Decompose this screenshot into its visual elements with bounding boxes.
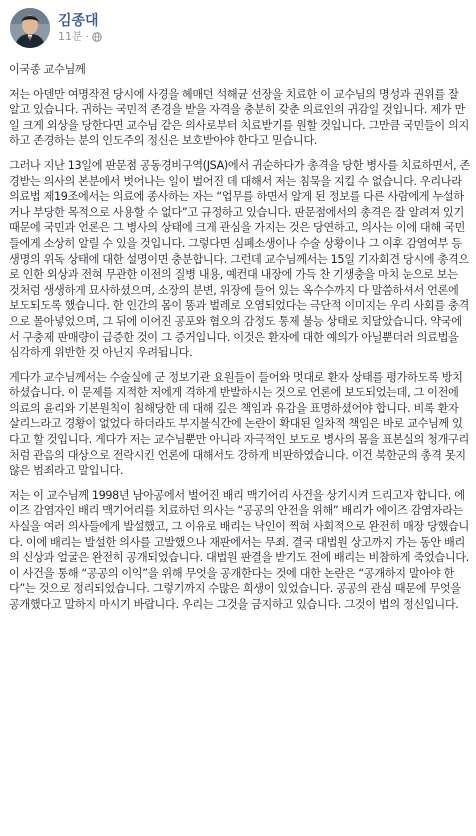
post-paragraph: 게다가 교수님께서는 수술실에 군 정보기관 요원들이 들어와 멋대로 환자 상태를 평가하도록 방치하셨습니다. 이 문제를 지적한 저에게 격하게 반발하시는 것으로 언론에 보도되었는데, 그 이전에 의료의 윤리와 기본원칙이 침해당한 데 대해 깊은 책임과 유감을 표명하셨어야 합니다. 비록 환자 살리느라고 경황이 없었다 하더라도 부지불식간에 논란이 확대된 일차적 책임은 바로 교수님께 있다고 할 것입니다. 게다가 저는 교수님뿐만 아니라 자극적인 보도로 병사의 몸을 표본실의 청개구리처럼 관음의 대상으로 전락시킨 언론에 대해서도 강하게 비판하였습니다. 이건 북한군의 총격 못지않은 범죄라고 말입니다. bbox=[9, 370, 469, 478]
post-paragraph: 저는 이 교수님께 1998년 남아공에서 벌어진 배리 맥기어리 사건을 상기시켜 드리고자 합니다. 에이즈 감염자인 배리 맥기어리를 치료하던 의사는 “공공의 안전을 위해” 배리가 에이즈 감염자라는 사실을 여러 의사들에게 발설했고, 그 이유로 배리는 낙인이 찍혀 사회적으로 완전히 매장 당했습니다. 이에 배리는 발설한 의사를 고발했으나 재판에서는 무죄. 결국 대법원 상고까지 가는 동안 배리의 신상과 얼굴은 완전히 공개되었습니다. 대법원 판결을 받기도 전에 배리는 비참하게 죽었습니다. 이 사건을 통해 “공공의 이익”을 위해 무엇을 공개한다는 것에 대한 논란은 “공개하지 말아야 한다”는 것으로 정리되었습니다. 그렇기까지 수많은 희생이 있었습니다. 공공의 관심 때문에 무엇을 공개했다고 말하지 마시기 바랍니다. 우리는 그것을 금지하고 있습니다. 그것이 법의 정신입니다. bbox=[9, 488, 469, 611]
avatar[interactable] bbox=[10, 8, 50, 48]
post-meta bbox=[58, 30, 102, 44]
profile-photo-icon bbox=[10, 8, 50, 48]
meta-separator: · bbox=[85, 30, 90, 43]
post-header bbox=[10, 8, 102, 48]
post-paragraph: 그러나 지난 13일에 판문점 공동경비구역(JSA)에서 귀순하다가 총격을 당한 병사를 치료하면서, 존경받는 의사의 본분에서 벗어나는 일이 벌어진 데 대해서 저는 침묵을 지킬 수 없습니다. 우리나라 의료법 제19조에서는 의료에 종사하는 자는 “업무를 하면서 알게 된 정보를 다른 사람에게 누설하거나 부당한 목적으로 사용할 수 없다”고 규정하고 있습니다. 판문점에서의 총격은 잘 알려져 있기 때문에 국민과 언론은 그 병사의 상태에 크게 관심을 가지는 것은 당연하고, 의사는 이에 대해 국민들에게 소상히 알릴 수 있을 것입니다. 그렇다면 심폐소생이나 수술 상황이나 그 이후 감염여부 등 생명의 위독 상태에 대한 설명이면 충분합니다. 그런데 교수님께서는 15일 기자회견 당시에 총격으로 인한 외상과 전혀 무관한 이전의 질병 내용, 예컨대 내장에 가득 찬 기생충을 마치 눈으로 보는 것처럼 생생하게 묘사하셨으며, 소장의 분변, 위장에 들어 있는 옥수수까지 다 말씀하셔서 언론에 보도되도록 했습니다. 한 인간의 몸이 똥과 벌레로 오염되었다는 극단적 이미지는 우리 사회를 충격으로 몰아넣었으며, 그 뒤에 이어진 공포와 혐오의 감정도 통제 불능 상태로 치달았습니다. 약국에서 구충제 판매량이 급증한 것이 그 증거입니다. 이것은 환자에 대한 예의가 아닐뿐더러 의료법을 심각하게 위반한 것 아닌지 우려됩니다. bbox=[9, 158, 470, 360]
post-greeting: 이국종 교수님께 bbox=[9, 63, 86, 76]
header-text bbox=[58, 12, 102, 44]
post-timestamp[interactable]: 11분 bbox=[58, 30, 83, 43]
post-body bbox=[9, 62, 470, 622]
globe-icon[interactable] bbox=[92, 32, 102, 42]
author-name[interactable]: 김종대 bbox=[58, 13, 99, 29]
post-paragraph: 저는 아덴만 여명작전 당시에 사경을 헤매던 석해균 선장을 치료한 이 교수님의 명성과 권위를 잘 알고 있습니다. 귀하는 국민적 존경을 받을 자격을 충분히 갖춘 의료인의 귀감일 것입니다. 제가 만일 크게 외상을 당한다면 교수님 같은 의사로부터 치료받기를 원할 것입니다. 그만큼 국민들이 의지하고 존경하는 분의 인도주의 정신은 보호받아야 한다고 믿습니다. bbox=[9, 87, 469, 148]
